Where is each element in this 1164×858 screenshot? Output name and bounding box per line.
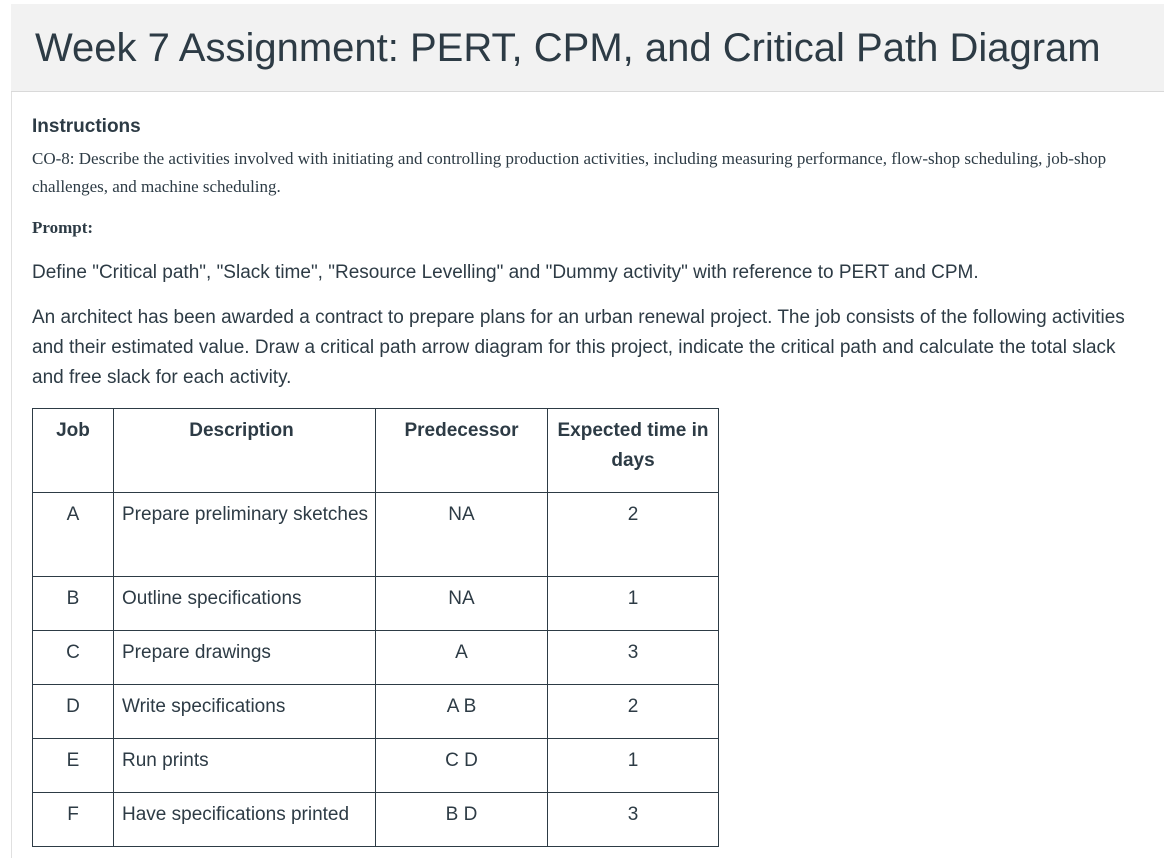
cell-description: Prepare drawings	[114, 631, 376, 685]
cell-description: Prepare preliminary sketches	[114, 493, 376, 577]
cell-job: D	[33, 685, 114, 739]
cell-description: Run prints	[114, 739, 376, 793]
cell-description: Outline specifications	[114, 577, 376, 631]
cell-predecessor: A B	[376, 685, 548, 739]
cell-job: E	[33, 739, 114, 793]
table-row	[33, 493, 719, 577]
title-bar	[11, 4, 1164, 92]
cell-predecessor: A	[376, 631, 548, 685]
cell-predecessor: C D	[376, 739, 548, 793]
prompt-label: Prompt:	[32, 218, 94, 237]
course-objective-text: CO-8: Describe the activities involved with initiating and controlling production activities, including measuring performance, flow-shop scheduling, job-shop challenges, and machine scheduling.	[32, 149, 1107, 196]
page-title: Week 7 Assignment: PERT, CPM, and Critical Path Diagram	[35, 26, 1101, 70]
cell-job: F	[33, 793, 114, 847]
header-job: Job	[33, 409, 114, 493]
table-row	[33, 577, 719, 631]
cell-time: 3	[548, 793, 719, 847]
activities-table	[32, 408, 719, 847]
prompt-paragraph-definitions: Define "Critical path", "Slack time", "Resource Levelling" and "Dummy activity" with reference to PERT and CPM.	[32, 262, 979, 283]
cell-description: Write specifications	[114, 685, 376, 739]
cell-time: 2	[548, 685, 719, 739]
instructions-heading: Instructions	[32, 116, 141, 137]
header-predecessor: Predecessor	[376, 409, 548, 493]
cell-time: 1	[548, 739, 719, 793]
table-row	[33, 793, 719, 847]
cell-job: A	[33, 493, 114, 577]
table-row	[33, 631, 719, 685]
prompt-paragraph-problem: An architect has been awarded a contract to prepare plans for an urban renewal project. The job consists of the following activities and their estimated value. Draw a critical path arrow diagram for this project, indicate the critical path and calculate the total slack and free slack for each activity.	[32, 307, 1125, 388]
content-divider	[11, 92, 12, 858]
cell-job: B	[33, 577, 114, 631]
header-description: Description	[114, 409, 376, 493]
cell-time: 2	[548, 493, 719, 577]
cell-predecessor: B D	[376, 793, 548, 847]
table-row	[33, 739, 719, 793]
cell-job: C	[33, 631, 114, 685]
cell-description: Have specifications printed	[114, 793, 376, 847]
header-expected-time: Expected time in days	[548, 409, 719, 493]
cell-predecessor: NA	[376, 577, 548, 631]
table-header-row	[33, 409, 719, 493]
cell-time: 1	[548, 577, 719, 631]
table-row	[33, 685, 719, 739]
cell-predecessor: NA	[376, 493, 548, 577]
cell-time: 3	[548, 631, 719, 685]
